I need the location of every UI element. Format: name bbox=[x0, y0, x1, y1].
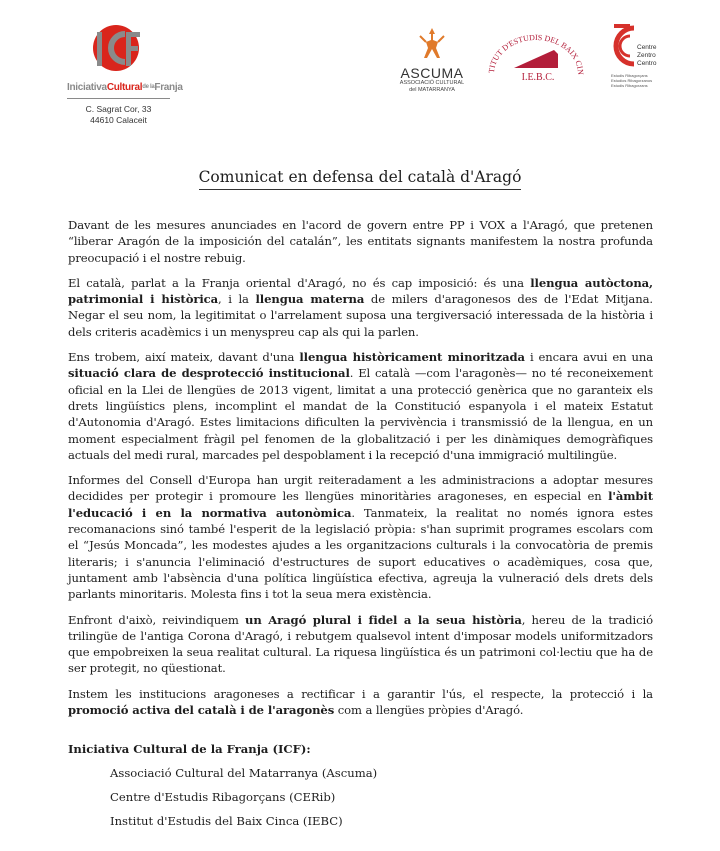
paragraph-2 bbox=[68, 275, 653, 340]
icf-divider bbox=[67, 98, 170, 99]
icf-address-line-1: C. Sagrat Cor, 33 bbox=[85, 104, 152, 114]
signatories-heading: Iniciativa Cultural de la Franja (ICF): bbox=[68, 742, 311, 756]
paragraph-2-text-a: El català, parlat a la Franja oriental d'Aragó, no és cap imposició: és una bbox=[68, 275, 531, 290]
document-title bbox=[0, 168, 720, 186]
cerib-line-2: Zentro bbox=[637, 52, 656, 59]
cerib-small-text bbox=[611, 73, 652, 88]
icf-address bbox=[67, 104, 170, 126]
cerib-emblem-icon bbox=[608, 22, 638, 72]
document-body bbox=[68, 217, 653, 727]
paragraph-3 bbox=[68, 349, 653, 463]
paragraph-2-bold-1: llengua autòctona, patrimonial i històrica bbox=[68, 275, 653, 307]
signatory-item: Associació Cultural del Matarranya (Ascuma) bbox=[110, 766, 378, 780]
paragraph-3-text-c: i encara avui en una bbox=[524, 350, 654, 365]
signatory-item: Centre d'Estudis Ribagorçans (CERib) bbox=[110, 790, 336, 804]
signatories bbox=[68, 742, 653, 838]
paragraph-2-bold-2: llengua materna bbox=[255, 292, 365, 307]
paragraph-4-bold-1: l'àmbit l'educació i en la normativa autonòmica bbox=[68, 489, 653, 520]
cerib-small-3: Estudis Ribagorzans bbox=[611, 83, 648, 88]
icf-address-line-2: 44610 Calaceit bbox=[90, 115, 147, 125]
paragraph-2-text-d: de milers d'aragonesos des de l'Edat Mitjana. Negar el seu nom, la legitimitat o l'arrelament suposa una tergiversació interessada de la història i dels criteris acadèmics i un menyspreu cap als qui la parlen. bbox=[68, 292, 653, 339]
paragraph-1-text: Davant de les mesures anunciades en l'acord de govern entre PP i VOX a l'Aragó, que pretenen “liberar Aragón de la imposición del catalán”, les entitats signants manifestem la nostra profunda preocupació i el nostre rebuig. bbox=[68, 218, 653, 265]
cerib-small-2: Estudios Ribagorzanos bbox=[611, 78, 653, 83]
icf-name: IniciativaCultural$^{de la}$Franja bbox=[67, 82, 183, 93]
signatory-item: Institut d'Estudis del Baix Cinca (IEBC) bbox=[110, 814, 343, 828]
paragraph-6-text-c: com a llengües pròpies d'Aragó. bbox=[334, 703, 524, 718]
paragraph-6-bold-1: promoció activa del català i de l'aragonès bbox=[68, 703, 335, 718]
svg-text:INSTITUT D'ESTUDIS DEL BAIX CI bbox=[484, 28, 585, 75]
paragraph-1 bbox=[68, 217, 653, 266]
paragraph-3-bold-1: llengua històricament minoritzada bbox=[299, 350, 525, 365]
ascuma-subtitle-2: del MATARRANYA bbox=[409, 87, 455, 93]
icf-mark-icon bbox=[92, 22, 144, 76]
paragraph-6-text-a: Instem les institucions aragoneses a rectificar i a garantir l'ús, el respecte, la protecció i la bbox=[68, 686, 653, 701]
ascuma-logo bbox=[394, 26, 470, 94]
paragraph-5 bbox=[68, 612, 653, 677]
document-title-text: Comunicat en defensa del català d'Aragó bbox=[199, 168, 522, 190]
paragraph-4-text-c: . Tanmateix, la realitat no només ignora estes recomanacions sinó també l'esperit de la legislació pròpia: s'han suprimit programes escolars com el “Jesús Moncada”, les modestes ajudes a les organitzacions culturals i la convocatòria de premis literaris; i s'anuncia l'eliminació d'estructures de suport educatives o acadèmiques, cosa que, juntament amb l'absència d'una política lingüística efectiva, agreuja la vulneració dels drets dels parlants minoritaris. Molesta fins i tot la seua mera existència. bbox=[68, 505, 653, 602]
ascuma-figure-icon bbox=[412, 26, 452, 60]
iebc-arc-text: TITUT D'ESTUDIS DEL BAIX CIN bbox=[486, 32, 586, 76]
cerib-line-3: Centro bbox=[637, 60, 657, 67]
iebc-logo bbox=[484, 28, 588, 92]
iebc-initials: I.E.B.C. bbox=[521, 72, 555, 83]
paragraph-3-bold-2: situació clara de desprotecció institucional bbox=[68, 366, 350, 381]
paragraph-6 bbox=[68, 686, 653, 719]
paragraph-5-bold-1: un Aragó plural i fidel a la seua història bbox=[245, 612, 522, 627]
ascuma-name: ASCUMA bbox=[400, 65, 464, 81]
ascuma-subtitle-1: ASSOCIACIÓ CULTURAL bbox=[399, 80, 465, 86]
cerib-logo bbox=[608, 22, 668, 88]
cerib-small-1: Estudis Ribagorçans bbox=[611, 73, 648, 78]
paragraph-4-text-a: Informes del Consell d'Europa han urgit reiteradament a les administracions a adoptar mesures decidides per protegir i promoure les llengües minoritàries aragoneses, en especial en bbox=[68, 473, 653, 504]
paragraph-2-text-c: , i la bbox=[218, 292, 256, 307]
paragraph-3-text-d: . El català —com l'aragonès— no té reconeixement oficial en la Llei de llengües de 2013 vigent, limitat a una protecció genèrica que no garanteix els drets lingüístics plens, incomplint el mandat de la Constitució espanyola i el mateix Estatut d'Autonomia d'Aragó. Estes limitacions dificulten la pervivència i transmissió de la llengua, en un moment especialment fràgil pel fenomen de la globalització i per les dinàmiques demogràfiques actuals del medi rural, marcades pel despoblament i la recepció d'una immigració multilingüe. bbox=[68, 366, 653, 462]
iebc-emblem-icon bbox=[484, 28, 588, 88]
signatories-list bbox=[68, 766, 653, 828]
paragraph-5-text-a: Enfront d'això, reivindiquem bbox=[68, 612, 246, 627]
paragraph-5-text-c: , hereu de la tradició trilingüe de l'antiga Corona d'Aragó, i rebutgem qualsevol intent d'imposar models uniformitzadors que empobreixen la seua realitat cultural. La riquesa lingüística és un patrimoni col·lectiu que ha de ser protegit, no qüestionat. bbox=[68, 612, 653, 676]
cerib-text bbox=[637, 44, 657, 68]
paragraph-3-text-a: Ens trobem, així mateix, davant d'una bbox=[68, 350, 300, 365]
paragraph-4 bbox=[68, 472, 653, 602]
cerib-line-1: Centre bbox=[637, 44, 657, 51]
